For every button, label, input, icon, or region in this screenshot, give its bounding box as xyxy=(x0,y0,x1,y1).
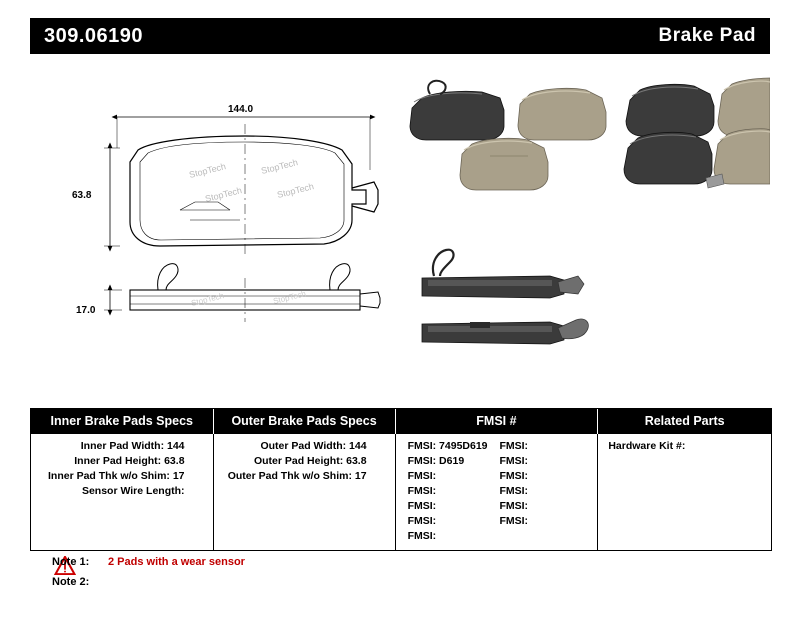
note-1-label: Note 1: xyxy=(52,556,90,568)
column-header-inner: Inner Brake Pads Specs xyxy=(31,409,213,434)
fmsi-row: FMSI: xyxy=(407,500,437,512)
inner-pad-width-label: Inner Pad Width: xyxy=(80,440,165,452)
fmsi-row: FMSI: D619 xyxy=(407,455,465,467)
dimension-width-label: 144.0 xyxy=(228,104,254,115)
table-header-row xyxy=(31,409,771,434)
hardware-kit-row: Hardware Kit #: xyxy=(608,440,686,452)
part-number: 309.06190 xyxy=(44,24,144,47)
dimension-thickness-label: 17.0 xyxy=(76,305,96,316)
table-body-row xyxy=(31,434,771,550)
inner-pad-thickness-value: 17 xyxy=(172,470,185,482)
inner-pad-thickness-label: Inner Pad Thk w/o Shim: xyxy=(47,470,170,482)
svg-text:StopTech: StopTech xyxy=(260,157,299,176)
note-2-label: Note 2: xyxy=(52,576,90,588)
spec-row xyxy=(220,439,389,454)
column-header-fmsi: FMSI # xyxy=(395,409,598,434)
fmsi-row: FMSI: xyxy=(499,515,529,527)
note-2-row xyxy=(52,572,552,592)
fmsi-row: FMSI: xyxy=(499,485,529,497)
outer-pad-height-value: 63.8 xyxy=(346,455,367,467)
outer-pad-thickness-label: Outer Pad Thk w/o Shim: xyxy=(227,470,352,482)
header-bar xyxy=(30,18,770,54)
fmsi-row: FMSI: xyxy=(407,470,437,482)
technical-drawing xyxy=(30,70,770,390)
svg-text:StopTech: StopTech xyxy=(276,181,315,200)
column-header-outer: Outer Brake Pads Specs xyxy=(213,409,395,434)
inner-pad-width-value: 144 xyxy=(167,440,185,452)
inner-pad-height-label: Inner Pad Height: xyxy=(74,455,162,467)
svg-text:StopTech: StopTech xyxy=(204,185,243,204)
spec-row xyxy=(37,469,207,484)
spec-row xyxy=(37,484,207,499)
inner-pad-height-value: 63.8 xyxy=(164,455,185,467)
drawing-area xyxy=(30,70,770,390)
page-title: Brake Pad xyxy=(658,25,756,46)
dimension-height-label: 63.8 xyxy=(72,190,92,201)
fmsi-row: FMSI: xyxy=(407,530,437,542)
svg-text:StopTech: StopTech xyxy=(190,291,225,308)
fmsi-row: FMSI: xyxy=(407,515,437,527)
fmsi-row: FMSI: xyxy=(407,485,437,497)
fmsi-row: FMSI: 7495D619 xyxy=(407,440,488,452)
inner-specs-cell xyxy=(31,434,213,550)
column-header-related: Related Parts xyxy=(598,409,771,434)
outer-pad-width-label: Outer Pad Width: xyxy=(260,440,347,452)
fmsi-row: FMSI: xyxy=(499,470,529,482)
outer-specs-cell xyxy=(213,434,395,550)
fmsi-cell xyxy=(395,434,598,550)
spec-row xyxy=(220,454,389,469)
fmsi-column-left xyxy=(408,439,500,544)
spec-table xyxy=(30,408,772,551)
fmsi-row: FMSI: xyxy=(499,500,529,512)
outer-pad-thickness-value: 17 xyxy=(354,470,367,482)
spec-row xyxy=(37,439,207,454)
fmsi-row: FMSI: xyxy=(499,455,529,467)
spec-row xyxy=(37,454,207,469)
fmsi-row: FMSI: xyxy=(499,440,529,452)
outer-pad-height-label: Outer Pad Height: xyxy=(253,455,344,467)
svg-text:StopTech: StopTech xyxy=(272,289,307,306)
notes-section xyxy=(52,552,552,592)
note-1-text: 2 Pads with a wear sensor xyxy=(108,556,245,568)
related-parts-cell xyxy=(598,434,771,550)
spec-row xyxy=(220,469,389,484)
svg-text:StopTech: StopTech xyxy=(188,161,227,180)
sensor-wire-length-label: Sensor Wire Length: xyxy=(81,485,185,497)
note-1-row xyxy=(52,552,552,572)
fmsi-column-right xyxy=(499,439,591,544)
outer-pad-width-value: 144 xyxy=(349,440,367,452)
